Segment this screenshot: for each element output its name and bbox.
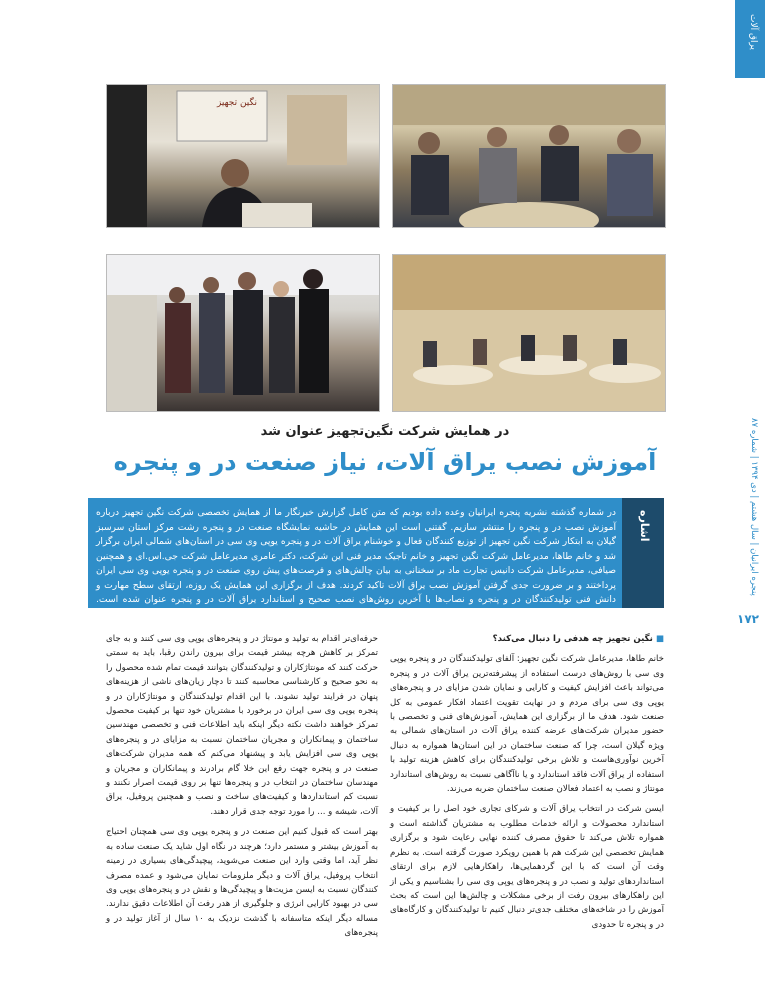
exhibition-booth-group-photo <box>106 254 380 412</box>
speaker-photo-wall-panel <box>287 95 347 165</box>
interview-question: ■ نگین تجهیز چه هدفی را دنبال می‌کند؟ <box>390 632 664 646</box>
booth-person-5-head <box>303 269 323 289</box>
audience-front-row-photo-art <box>393 85 665 227</box>
audience-person-4-body <box>607 154 653 216</box>
intro-box <box>88 498 664 620</box>
left-paragraph-1: حرفه‌ای‌تر اقدام به تولید و مونتاژ در و پنجره‌های یوپی وی سی کنند و به جای تمرکز بر کاهش هرچه بیشتر قیمت برای بیرون راندن رقبا، باید به سمتی حرکت کنند که مونتاژکاران و تولیدکنندگان بتوانند قیمت تمام شده محصول را به نحو صحیح و کارشناسی محاسبه کنند تا دچار زیان‌های ناشی از هزینه‌های پنهان در فرایند تولید نشوند. با این اقدام تولیدکنندگان و مونتاژکاران در و پنجره یوپی وی سی ایران در برخورد با مشتریان خود تنها بر کیفیت محصول تمرکز خواهند داشت نکته دیگر اینکه باید اطلاعات فنی و تخصصی مهندسین ساختمان و پیمانکاران و مجریان ساختمان نسبت به مزایای در و پنجره‌های یوپی وی سی افزایش یابد و پیشنهاد می‌کنم که همه مدیران شرکت‌های صنعت در و پنجره جهت رفع این خلا گام برادرند و پیمانکاران و مجریان و مهندسان ساختمان در انتخاب در و پنجره‌ها تنها بر روی قیمت اصرار نکنند و نسبت کم استانداردها و کیفیت‌های ساخت و نصب و همچنین پروفیل، یراق آلات، شیشه و ... را مورد توجه جدی قرار دهند. <box>106 634 378 817</box>
booth-side-wall <box>107 295 157 411</box>
hall-guest-4 <box>563 335 577 361</box>
speaker-photo-laptop <box>242 203 312 227</box>
booth-person-5-body <box>299 289 329 393</box>
audience-person-1-body <box>411 155 449 215</box>
audience-curtain <box>393 85 665 125</box>
hall-audience-photo-art <box>393 255 665 411</box>
hall-guest-5 <box>613 339 627 365</box>
booth-group-photo-art <box>107 255 379 411</box>
booth-person-2-head <box>203 277 219 293</box>
article-subtitle: در همایش شرکت نگین‌تجهیز عنوان شد <box>260 424 510 439</box>
intro-text: در شماره گذشته نشریه پنجره ایرانیان وعده داده بودیم که متن کامل گزارش خبرنگار ما از همایش تخصصی شرکت نگین تجهیز درباره آموزش نصب در و پنجره را منتشر سازیم. گفتنی است این همایش در حاشیه نمایشگاه صنعت در و پنجره رشت مرکز استان سرسبز گیلان به ابتکار شرکت نگین تجهیز از توزیع کنندگان فعال و خوشنام یراق آلات در و پنجره یوپی وی سی در استان‌های شمالی ایران برگزار شد و خانم طاها، مدیرعامل شرکت نگین تجهیز و خانم تاجیک مدیر فنی این شرکت، دکتر عامری مدیرعامل شرکت جی.اس.ای و همچنین صیافی، مدیرعامل شرکت دانیس تجارت ماد بر سخنانی به بیان چالش‌های و فرصت‌های پیش روی صنعت در و پنجره یوپی وی سی ایران پرداختند و بر ضرورت جدی گرفتن آموزش نصب یراق آلات تاکید کردند. هدف از برگزاری این همایش یک روزه، ارتقای سطح مهارت و دانش فنی تولیدکنندگان در و پنجره و نصاب‌ها با آخرین روش‌های نصب صحیح و استاندارد یراق آلات در و پنجره عنوان شده است. گفته‌های سخنرانان این همایش را پی‌بخوانید. <box>96 507 616 620</box>
booth-person-1-body <box>165 303 191 393</box>
speaker-photo-art <box>107 85 379 227</box>
hall-audience-photo <box>392 254 666 412</box>
audience-person-3-head <box>549 125 569 145</box>
audience-person-2-body <box>479 148 517 203</box>
audience-front-row-photo <box>392 84 666 228</box>
booth-person-4-body <box>269 297 295 393</box>
audience-person-2-head <box>487 127 507 147</box>
hall-table-3 <box>589 363 661 383</box>
hall-guest-2 <box>473 339 487 365</box>
audience-person-4-head <box>617 129 641 153</box>
left-column <box>106 632 378 947</box>
booth-person-3-body <box>233 290 263 395</box>
article-title: آموزش نصب یراق آلات، نیاز صنعت در و پنجره <box>113 448 657 476</box>
section-tab-label: یراق آلات <box>748 14 758 50</box>
section-tab <box>735 0 765 78</box>
hall-ceiling <box>393 255 665 310</box>
audience-person-3-body <box>541 146 579 201</box>
intro-tag <box>622 498 664 608</box>
booth-person-2-body <box>199 293 225 393</box>
speaker-photo <box>106 84 380 228</box>
booth-person-3-head <box>238 272 256 290</box>
right-paragraph-2: ایسن شرکت در انتخاب یراق آلات و شرکای تجاری خود اصل را بر کیفیت و استاندارد محصولات و ارائه خدمات مطلوب به مشتریان گذاشته است و همواره تلاش می‌کند تا حقوق مصرف کننده نهایی رعایت شود و برگزاری همایش تخصصی این شرکت هم با همین رویکرد صورت گرفته است. به نظرم وقت آن است که با این گردهمایی‌ها، راهکارهایی لازم برای ارتقای استانداردهای تولید و نصب در و پنجره‌های یوپی وی سی را بشناسیم و یکی از این راهکارهای بیرون رفت از برخی مشکلات و چالش‌ها این است که بحث آموزش را در شاخه‌های مختلف جدی‌تر دنبال کنیم تا تولیدکنندگان و کارگاه‌های در و پنجره تا حدودی <box>390 804 664 930</box>
audience-table <box>459 202 599 227</box>
left-paragraph-2: بهتر است که قبول کنیم این صنعت در و پنجره یوپی وی سی همچنان احتیاج به آموزش بیشتر و مستمر دارد؛ هرچند در نگاه اول شاید یک صنعت ساده به نظر آید، اما وقتی وارد این صنعت می‌شوید، پیچیدگی‌های بسیاری در زمینه انتخاب پروفیل، یراق آلات و دیگر ملزومات نمایان می‌شود و عمده مصرف کنندگان نسبت به ایسن مزیت‌ها و پیچیدگی‌ها و نقش در و پنجره‌های یوپی وی سی در بهبود کارایی انرژی و جلوگیری از هدر رفت آن اطلاعات دقیق ندارند. مساله دیگر اینکه متاسفانه با گذشت نزدیک به ۱۰ سال از آغاز تولید در و پنجره‌های <box>106 827 378 939</box>
speaker-photo-dark-panel <box>107 85 147 227</box>
audience-person-1-head <box>418 132 440 154</box>
hall-guest-3 <box>521 335 535 361</box>
page-number: ۱۷۲ <box>737 612 759 626</box>
booth-person-4-head <box>273 281 289 297</box>
right-column <box>390 632 664 938</box>
booth-person-1-head <box>169 287 185 303</box>
intro-tag-label: اشاره <box>638 510 651 542</box>
speaker-photo-head <box>221 159 249 187</box>
right-paragraph-1: خانم طاها، مدیرعامل شرکت نگین تجهیز: آلفای تولیدکنندگان در و پنجره یوپی وی سی با روش‌های درست استفاده از پیشرفته‌ترین یراق آلات در و پنجره می‌تواند باعث افزایش کیفیت و کارایی و نمایان شدن مزایای در و پنجره‌های یوپی وی سی برای مردم و در نهایت تقویت اعتماد افکار عمومی به کل صنعت شود. هدف ما از برگزاری این همایش، آموزش‌های فنی و تخصصی با حضور مدیران شرکت‌های عرضه کننده یراق آلات در استان‌های شمالی به ویژه گیلان است، چرا که صنعت ساختمان در این استان‌ها همواره به دنبال آخرین نوآوری‌هاست و تلاش برخی تولیدکنندگان برای کاهش هزینه تولید با استفاده از یراق آلات فاقد استاندارد و یا ناآگاهی نسبت به روش‌های استاندارد مونتاژ و نصب به اعتماد فعالان صنعت ساختمان ضربه می‌زند. <box>390 654 664 795</box>
hall-guest-1 <box>423 341 437 367</box>
hall-table-1 <box>413 365 493 385</box>
issue-meta: پنجره ایرانیان | سال هشتم | دی ۱۳۹۴ | شماره ۸۷ <box>749 418 759 596</box>
speaker-photo-banner-text: نگین تجهیز <box>216 98 257 108</box>
